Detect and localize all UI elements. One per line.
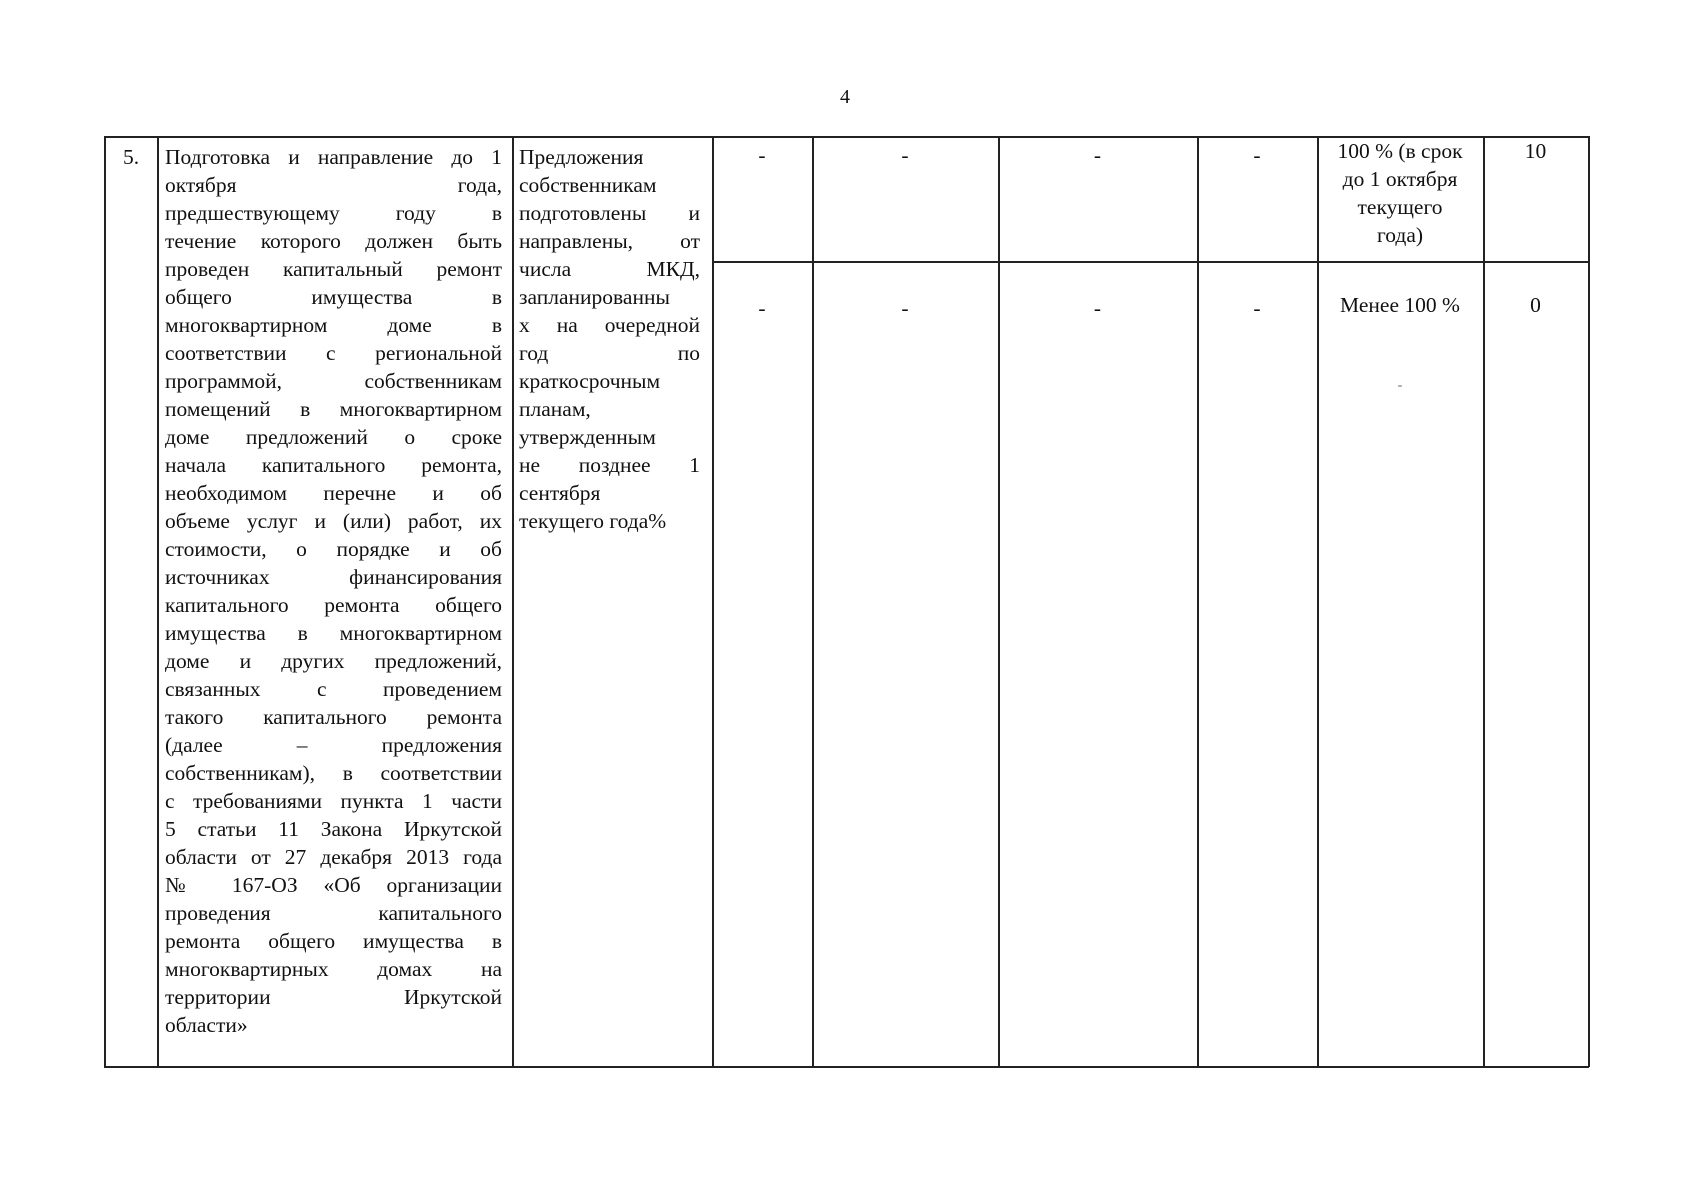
- text-line: многоквартирном доме в: [165, 313, 502, 337]
- col-border: [1317, 136, 1319, 1067]
- value-cell: -: [1093, 143, 1102, 167]
- text-line: связанных с проведением: [165, 677, 502, 701]
- text-line: № 167-ОЗ «Об организации: [165, 873, 502, 897]
- text-line: такого капитального ремонта: [165, 705, 502, 729]
- stray-dash: -: [1397, 378, 1403, 393]
- text-line: капитального ремонта общего: [165, 593, 502, 617]
- text-line: собственникам), в соответствии: [165, 761, 502, 785]
- sub-row-divider: [712, 261, 1589, 263]
- table-bottom-border: [104, 1066, 1589, 1068]
- col-border: [157, 136, 159, 1067]
- text-line: имущества в многоквартирном: [165, 621, 502, 645]
- text-line: подготовлены и: [519, 201, 700, 225]
- value-cell: -: [1253, 143, 1261, 167]
- text-line: направлены, от: [519, 229, 700, 253]
- col-border: [104, 136, 106, 1067]
- text-line: текущего года%: [519, 509, 667, 533]
- col-border: [512, 136, 514, 1067]
- col-border: [998, 136, 1000, 1067]
- text-line: области»: [165, 1013, 248, 1037]
- text-line: 5 статьи 11 Закона Иркутской: [165, 817, 502, 841]
- text-line: доме и других предложений,: [165, 649, 502, 673]
- text-line: проведения капитального: [165, 901, 502, 925]
- value-cell: -: [1253, 296, 1261, 320]
- criterion-cell: [1317, 137, 1483, 249]
- value-cell: -: [901, 296, 909, 320]
- text-line: краткосрочным: [519, 369, 661, 393]
- col-border: [812, 136, 814, 1067]
- text-line: числа МКД,: [519, 257, 700, 281]
- text-line: программой, собственникам: [165, 369, 502, 393]
- text-line: стоимости, о порядке и об: [165, 537, 502, 561]
- value-cell: -: [758, 143, 766, 167]
- text-line: ремонта общего имущества в: [165, 929, 502, 953]
- col-border: [1588, 136, 1590, 1067]
- text-line: сентября: [519, 481, 601, 505]
- value-cell: -: [758, 296, 766, 320]
- text-line: утвержденным: [519, 425, 656, 449]
- text-line: начала капитального ремонта,: [165, 453, 502, 477]
- text-line: Предложения: [519, 145, 644, 169]
- text-line: не позднее 1: [519, 453, 700, 477]
- text-line: собственникам: [519, 173, 657, 197]
- page-number: 4: [840, 86, 850, 108]
- text-line: с требованиями пункта 1 части: [165, 789, 502, 813]
- criterion-cell: Менее 100 %: [1340, 293, 1460, 317]
- description-cell: [165, 143, 502, 1039]
- criterion-line: 100 % (в срок: [1337, 139, 1463, 163]
- col-border: [712, 136, 714, 1067]
- text-line: соответствии с региональной: [165, 341, 502, 365]
- criterion-line: до 1 октября: [1342, 167, 1458, 191]
- criterion-line: года): [1376, 223, 1424, 247]
- col-border: [1197, 136, 1199, 1067]
- row-number: 5.: [122, 145, 140, 169]
- text-line: помещений в многоквартирном: [165, 397, 502, 421]
- score-cell: 0: [1530, 293, 1541, 317]
- text-line: территории Иркутской: [165, 985, 502, 1009]
- text-line: предшествующему году в: [165, 201, 502, 225]
- text-line: октября года,: [165, 173, 502, 197]
- text-line: проведен капитальный ремонт: [165, 257, 502, 281]
- text-line: многоквартирных домах на: [165, 957, 502, 981]
- text-line: объеме услуг и (или) работ, их: [165, 509, 502, 533]
- text-line: планам,: [519, 397, 591, 421]
- col-border: [1483, 136, 1485, 1067]
- text-line: Подготовка и направление до 1: [165, 145, 502, 169]
- text-line: х на очередной: [519, 313, 700, 337]
- text-line: (далее – предложения: [165, 733, 502, 757]
- text-line: запланированны: [519, 285, 670, 309]
- text-line: области от 27 декабря 2013 года: [165, 845, 502, 869]
- text-line: доме предложений о сроке: [165, 425, 502, 449]
- text-line: год по: [519, 341, 700, 365]
- text-line: общего имущества в: [165, 285, 502, 309]
- value-cell: -: [1093, 296, 1102, 320]
- text-line: необходимом перечне и об: [165, 481, 502, 505]
- value-cell: -: [901, 143, 909, 167]
- text-line: источниках финансирования: [165, 565, 502, 589]
- score-cell: 10: [1524, 139, 1547, 163]
- indicator-cell: [519, 143, 700, 535]
- criterion-line: текущего: [1357, 195, 1443, 219]
- text-line: течение которого должен быть: [165, 229, 502, 253]
